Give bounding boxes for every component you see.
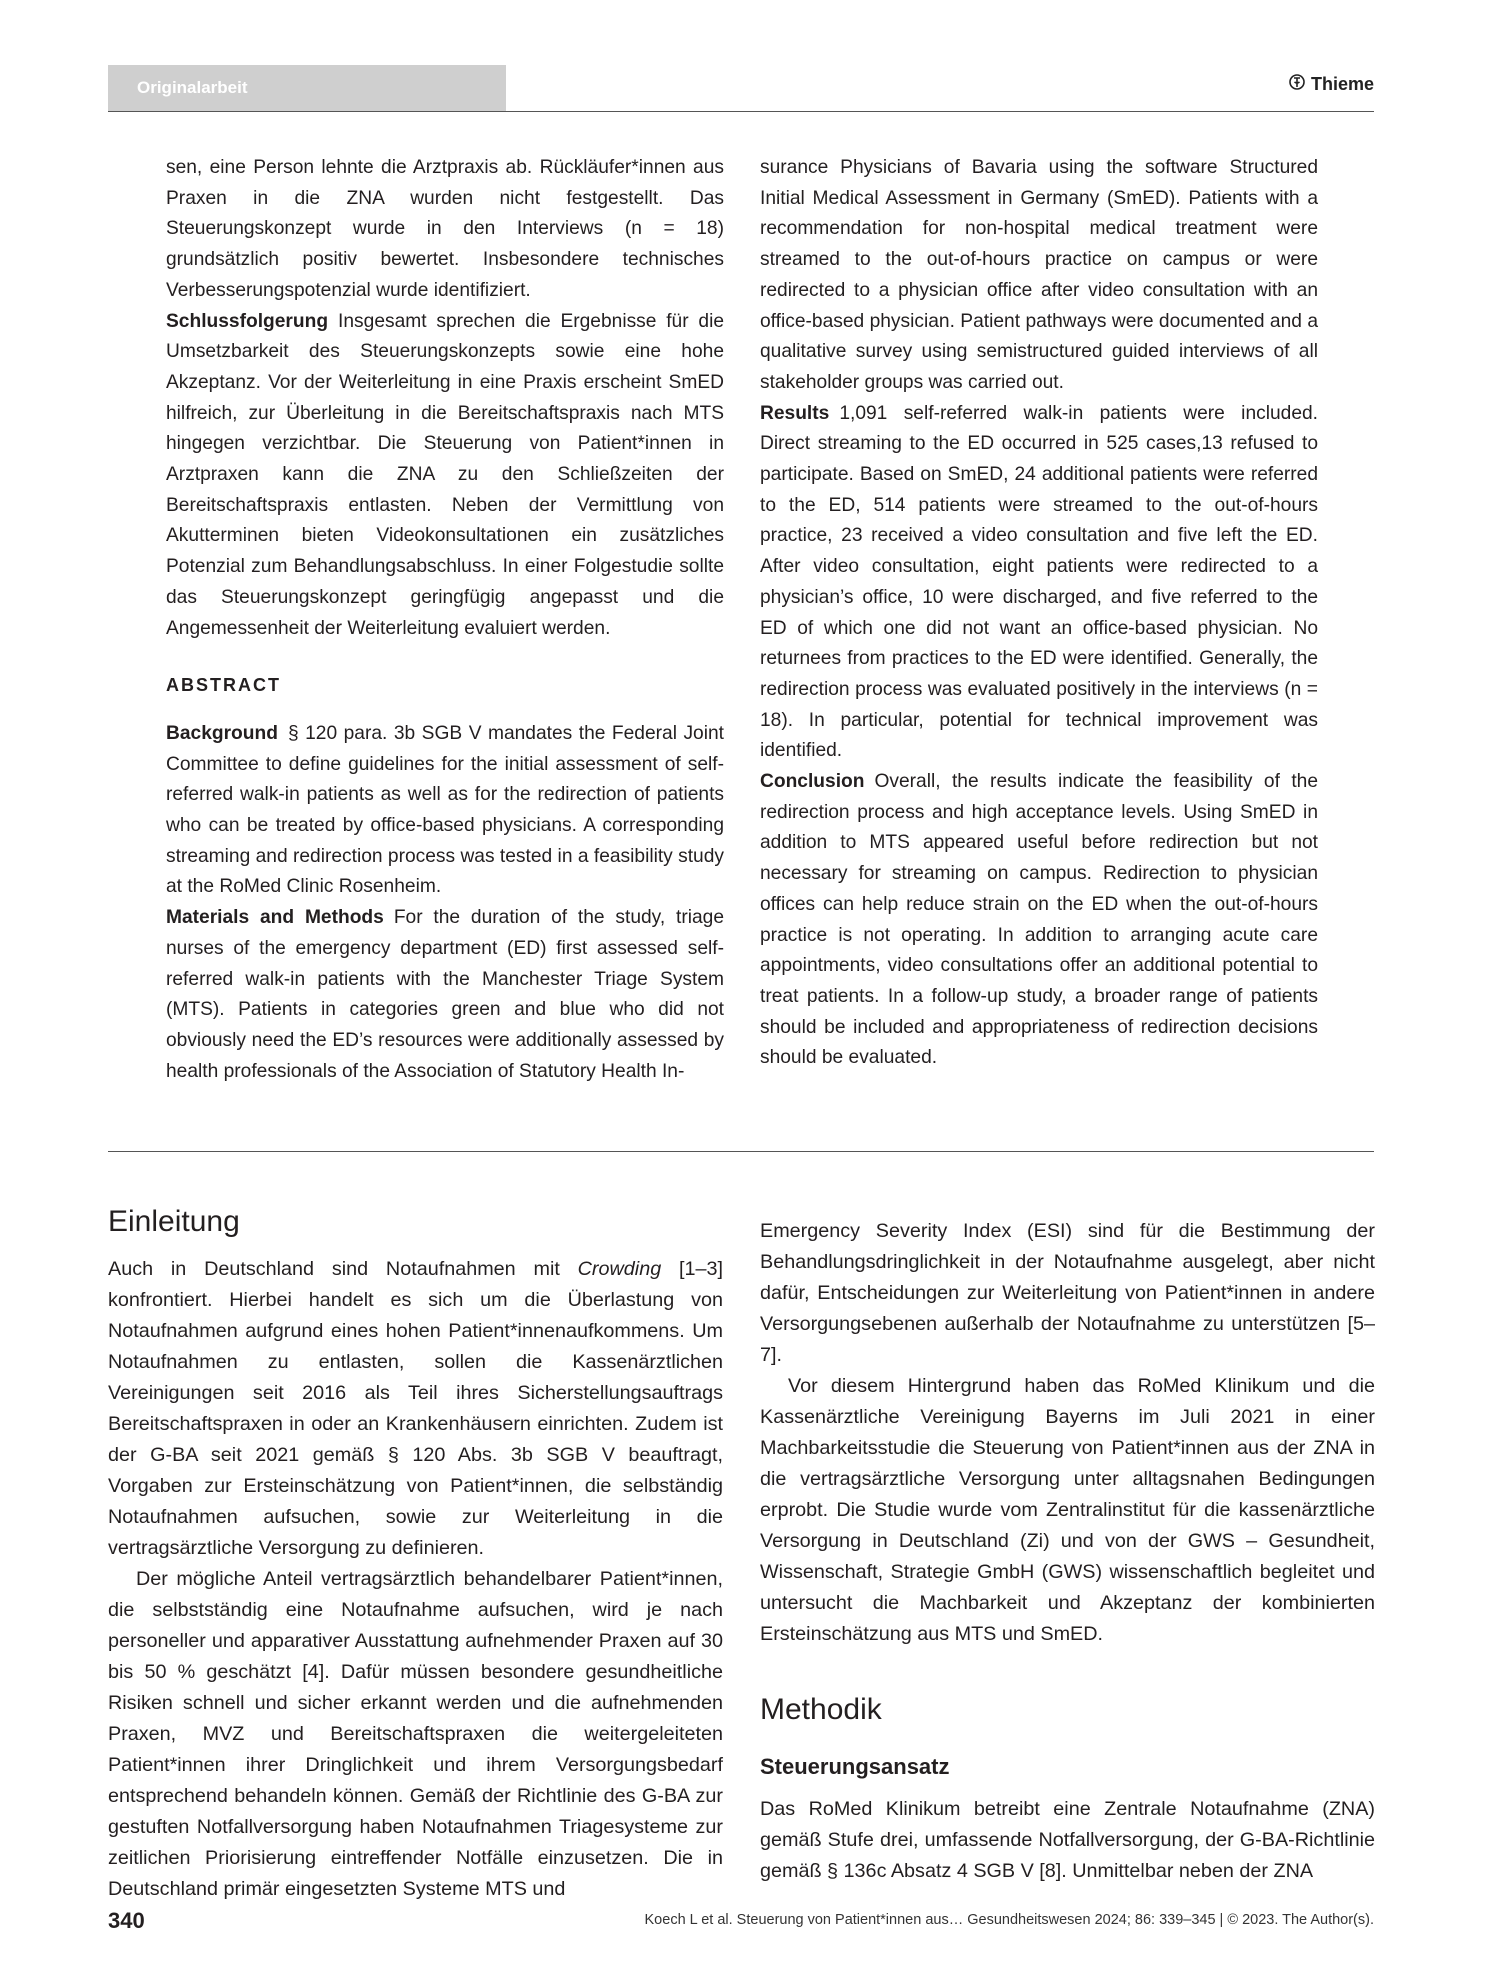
results-paragraph [760, 399, 1318, 767]
conclusion-paragraph [760, 767, 1318, 1074]
results-label: Results [760, 402, 830, 424]
schlussfolgerung-text: Insgesamt sprechen die Ergebnisse für die Umsetzbarkeit des Steuerungskonzepts sowie eine hohe Akzeptanz. Vor der Weiterleitung in eine Praxis erscheint SmED hilfreich, zur Überleitung in die Bereitschaftspraxis nach MTS hingegen verzichtbar. Die Steuerung von Patient*innen in Arztpraxen kann die ZNA zu den Schließzeiten der Bereitschaftspraxis entlasten. Neben der Vermittlung von Akutterminen bieten Videokonsultationen ein zusätzliches Potenzial zum Behandlungsabschluss. In einer Folgestudie sollte das Steuerungskonzept geringfügig angepasst und die Angemessenheit der Weiterleitung evaluiert werden. [166, 310, 724, 639]
section-label-bar [108, 65, 506, 111]
citation-line: Koech L et al. Steuerung von Patient*innen aus… Gesundheitswesen 2024; 86: 339–345 | © 2023. The Author(s). [644, 1912, 1374, 1928]
thieme-logo-icon [1289, 73, 1305, 96]
schlussfolgerung-paragraph [166, 307, 724, 645]
publisher-logo [1289, 73, 1374, 96]
background-text: § 120 para. 3b SGB V mandates the Federal Joint Committee to define guidelines for the initial assessment of self-referred walk-in patients as well as for the redirection of patients who can be treated by office-based physicians. A corresponding streaming and redirection process was tested in a feasibility study at the RoMed Clinic Rosenheim. [166, 722, 724, 898]
methods-label: Materials and Methods [166, 907, 384, 929]
einleitung-paragraph-1 [108, 1254, 723, 1564]
zusammenfassung-ergebnisse-text: sen, eine Person lehnte die Arztpraxis ab. Rückläufer*innen aus Praxen in die ZNA wurden nicht festgestellt. Das Steuerungskonzept wurde in den Interviews (n = 18) grundsätzlich positiv bewertet. Insbesondere technisches Verbesserungspotenzial wurde identifiziert. [166, 157, 724, 301]
body-right-column [760, 1216, 1375, 1887]
background-label: Background [166, 722, 278, 744]
section-heading-einleitung: Einleitung [108, 1205, 240, 1238]
abstract-right-column [760, 153, 1318, 1074]
section-heading-methodik: Methodik [760, 1693, 882, 1726]
conclusion-label: Conclusion [760, 771, 865, 793]
abstract-separator-rule [108, 1151, 1374, 1152]
page-number: 340 [108, 1908, 145, 1933]
abstract-left-column [166, 153, 724, 1087]
methods-paragraph [166, 903, 724, 1087]
publisher-name: Thieme [1310, 74, 1374, 94]
crowding-term: Crowding [577, 1258, 662, 1280]
section-label: Originalarbeit [137, 78, 248, 97]
results-text: 1,091 self-referred walk-in patients were included. Direct streaming to the ED occurred in 525 cases,13 refused to participate. Based on SmED, 24 additional patients were referred to the ED, 514 patients were streamed to the out-of-hours practice, 23 received a video consultation and five left the ED. After video consultation, eight patients were redirected to a physician’s office, 10 were discharged, and five referred to the ED of which one did not want an office-based physician. No returnees from practices to the ED were identified. Generally, the redirection process was evaluated positively in the interviews (n = 18). In particular, potential for technical improvement was identified. [760, 402, 1318, 762]
einleitung-paragraph-3: Emergency Severity Index (ESI) sind für die Bestimmung der Behandlungsdringlichkeit in der Notaufnahme ausgelegt, aber nicht dafür, Entscheidungen zur Weiterleitung von Patient*innen in andere Versorgungsebenen außerhalb der Notaufnahme zu unterstützen [5–7]. [760, 1220, 1375, 1366]
steuerungsansatz-paragraph: Das RoMed Klinikum betreibt eine Zentrale Notaufnahme (ZNA) gemäß Stufe drei, umfassende Notfallversorgung, der G-BA-Richtlinie gemäß § 136c Absatz 4 SGB V [8]. Unmittelbar neben der ZNA [760, 1798, 1375, 1882]
conclusion-text: Overall, the results indicate the feasibility of the redirection process and high acceptance levels. Using SmED in addition to MTS appeared useful before redirection but not necessary for streaming on campus. Redirection to physician offices can help reduce strain on the ED when the out-of-hours practice is not operating. In addition to arranging acute care appointments, video consultations offer an additional potential to treat patients. In a follow-up study, a broader range of patients should be included and appropriateness of redirection decisions should be evaluated. [760, 771, 1318, 1069]
einleitung-text-a: Auch in Deutschland sind Notaufnahmen mit [108, 1258, 578, 1280]
abstract-title: ABSTRACT [166, 675, 281, 696]
background-paragraph [166, 719, 724, 903]
methods-text: For the duration of the study, triage nurses of the emergency department (ED) first assessed self-referred walk-in patients with the Manchester Triage System (MTS). Patients in categories green and blue who did not obviously need the ED’s resources were additionally assessed by health professionals of the Association of Statutory Health In- [166, 907, 724, 1082]
subsection-heading-steuerungsansatz: Steuerungsansatz [760, 1754, 950, 1779]
einleitung-text-b: [1–3] konfrontiert. Hierbei handelt es sich um die Überlastung von Notaufnahmen aufgrund eines hohen Patient*innenaufkommens. Um Notaufnahmen zu entlasten, sollen die Kassenärztlichen Vereinigungen seit 2016 als Teil ihres Sicherstellungsauftrags Bereitschaftspraxen in oder an Krankenhäusern einrichten. Zudem ist der G-BA seit 2021 gemäß § 120 Abs. 3b SGB V beauftragt, Vorgaben zur Ersteinschätzung von Patient*innen, die selbständig Notaufnahmen aufsuchen, sowie zur Weiterleitung in die vertragsärztliche Versorgung zu definieren. [108, 1258, 723, 1559]
header-rule [108, 111, 1374, 112]
schlussfolgerung-label: Schlussfolgerung [166, 310, 329, 332]
einleitung-paragraph-4: Vor diesem Hintergrund haben das RoMed Klinikum und die Kassenärztliche Vereinigung Bayerns im Juli 2021 in einer Machbarkeitsstudie die Steuerung von Patient*innen aus der ZNA in die vertragsärztliche Versorgung unter alltagsnahen Bedingungen erprobt. Die Studie wurde vom Zentralinstitut für die kassenärztliche Versorgung in Deutschland (Zi) und von der GWS – Gesundheit, Wissenschaft, Strategie GmbH (GWS) wissenschaftlich begleitet und untersucht die Machbarkeit und Akzeptanz der kombinierten Ersteinschätzung aus MTS und SmED. [760, 1375, 1375, 1645]
einleitung-paragraph-2: Der mögliche Anteil vertragsärztlich behandelbarer Patient*innen, die selbstständig eine Notaufnahme aufsuchen, wird je nach personeller und apparativer Ausstattung aufnehmender Praxen auf 30 bis 50 % geschätzt [4]. Dafür müssen besondere gesundheitliche Risiken schnell und sicher erkannt werden und die aufnehmenden Praxen, MVZ und Bereitschaftspraxen die weitergeleiteten Patient*innen ihrer Dringlichkeit und ihrem Versorgungsbedarf entsprechend behandeln können. Gemäß der Richtlinie des G-BA zur gestuften Notfallversorgung haben Notaufnahmen Triagesysteme zur zeitlichen Priorisierung eintreffender Notfälle einzusetzen. Die in Deutschland primär eingesetzten Systeme MTS und [108, 1568, 723, 1900]
body-left-column [108, 1202, 723, 1905]
methods-continued-text: surance Physicians of Bavaria using the software Structured Initial Medical Assessment in Germany (SmED). Patients with a recommendation for non-hospital medical treatment were streamed to the out-of-hours practice on campus or were redirected to a physician office after video consultation with an office-based physician. Patient pathways were documented and a qualitative survey using semistructured guided interviews of all stakeholder groups was carried out. [760, 157, 1318, 393]
